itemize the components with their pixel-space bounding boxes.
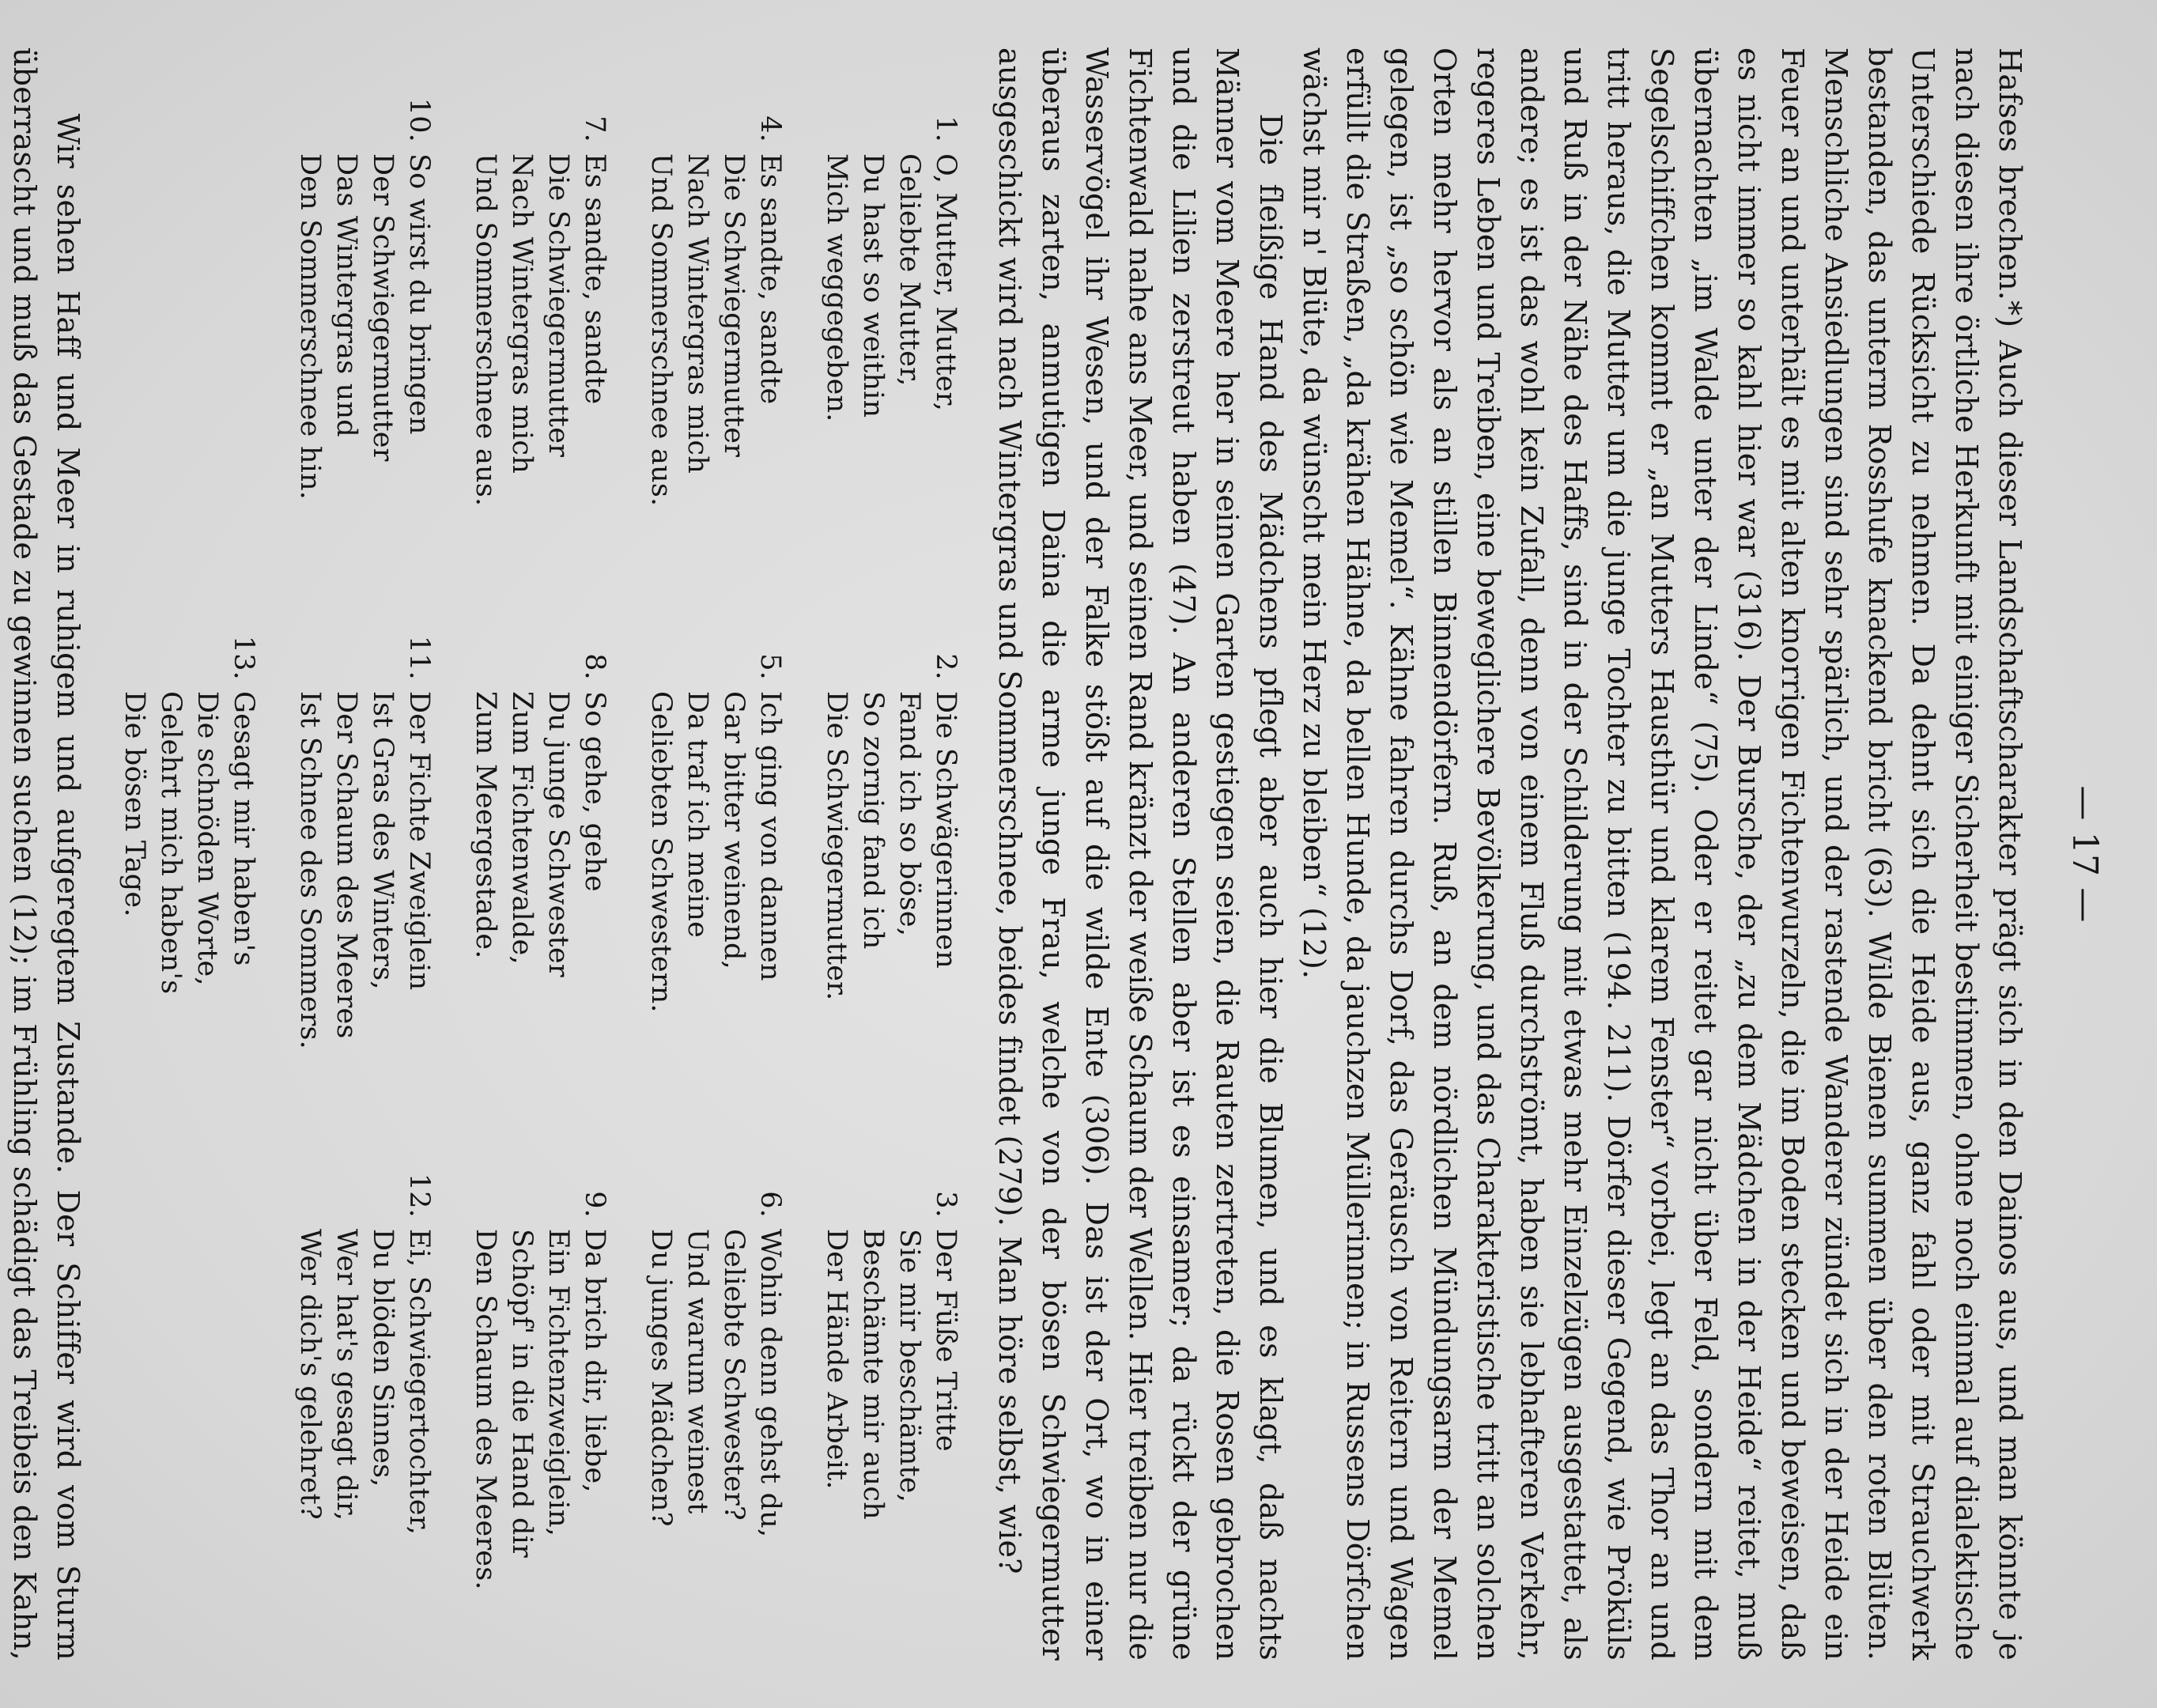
verse-line: Da brich dir, liebe,: [579, 1229, 610, 1493]
body-paragraph-2: Die fleißige Hand des Mädchens pflegt aber auch hier die Blumen, und es klagt, daß nachts Männer vom Meere her in seinen Garten gestiegen seien, die Rauten zertreten, die Rosen gebrochen und die Lilien zerstreut haben (47). An anderen Stellen aber ist es einsamer; da rückt der grüne Fichtenwald nahe ans Meer, und seinen Rand kränzt der weiße Schaum der Wellen. Hier treiben nur die Wasservögel ihr Wesen, und der Falke stößt auf die wilde Ente (306). Das ist der Ort, wo in einer überaus zarten, anmutigen Daina die arme junge Frau, welche von der bösen Schwiegermutter ausgeschickt wird nach Wintergras und Sommerschnee, beides findet (279). Man höre selbst, wie?: [992, 47, 1288, 1661]
stanza-number: 10.: [403, 97, 435, 142]
stanza-number: 4.: [754, 115, 786, 142]
verse-line: Zum Fichtenwalde,: [506, 691, 538, 965]
verse-line: Ei, Schwiegertochter,: [403, 1229, 435, 1536]
stanza-number: 2.: [930, 653, 961, 680]
stanza: [467, 1170, 613, 1661]
stanza-number: 6.: [754, 1191, 786, 1218]
stanza-number: 11.: [403, 635, 435, 680]
verse-line: Gelehrt mich haben's: [155, 691, 187, 995]
verse-line: Die Schwiegermutter: [718, 153, 750, 458]
stanza-number: 9.: [579, 1191, 610, 1218]
verse-line: Wer dich's gelehret?: [294, 1229, 326, 1520]
verse-line: Geliebte Mutter,: [893, 153, 925, 387]
verse-line: Nach Wintergras mich: [506, 153, 538, 474]
verse-line: Geliebte Schwester?: [718, 1229, 750, 1521]
stanza-number: 12.: [403, 1173, 435, 1218]
verse-line: So wirst du bringen: [403, 153, 435, 435]
page-number: — 17 —: [2064, 785, 2105, 923]
rotated-page: [7, 47, 2114, 1661]
verse-line: Fand ich so böse,: [893, 691, 925, 937]
verse-line: Wer hat's gesagt dir,: [331, 1229, 362, 1521]
verse-line: Zum Meergestade.: [470, 691, 501, 959]
verse-line: Du blöden Sinnes,: [367, 1229, 399, 1487]
verse-line: Und Sommerschnee aus.: [645, 153, 677, 507]
verse-line: Ist Gras des Winters,: [367, 691, 399, 990]
stanza: [292, 95, 437, 585]
verse-line: Wohin denn gehst du,: [754, 1229, 786, 1538]
verse-line: Da traf ich meine: [682, 691, 713, 939]
stanza-number: 7.: [579, 115, 610, 142]
stanza: [818, 95, 964, 585]
verse-line: Du hast so weithin: [857, 153, 889, 418]
verse-line: Nach Wintergras mich: [682, 153, 713, 474]
verse-line: Beschämte mir auch: [857, 1229, 889, 1520]
stanza-number: 3.: [930, 1191, 961, 1218]
stanza: [643, 95, 788, 585]
stanza-number: 1.: [930, 115, 961, 142]
verse-line: Die bösen Tage.: [119, 691, 150, 917]
poem-stanzas: [116, 95, 964, 1661]
verse-line: Schöpf' in die Hand dir: [506, 1229, 538, 1558]
verse-line: Ein Fichtenzweiglein,: [542, 1229, 574, 1537]
verse-line: So gehe, gehe: [579, 691, 610, 892]
verse-line: Der Fichte Zweiglein: [403, 691, 435, 991]
verse-line: Geliebten Schwestern.: [645, 691, 677, 1013]
verse-line: Die Schwägerinnen: [930, 691, 961, 969]
stanza: [643, 633, 788, 1123]
stanza: [818, 1170, 964, 1661]
verse-line: Die schnöden Worte,: [191, 691, 223, 986]
stanza: [116, 633, 262, 1123]
verse-line: Gesagt mir haben's: [228, 691, 259, 966]
verse-line: Mich weggegeben.: [821, 153, 852, 422]
verse-line: Ist Schnee des Sommers.: [294, 691, 326, 1049]
verse-line: Und Sommerschnee aus.: [470, 153, 501, 507]
verse-line: Du junge Schwester: [542, 691, 574, 977]
stanza: [818, 633, 964, 1123]
verse-line: O, Mutter, Mutter,: [930, 153, 961, 412]
stanza: [292, 633, 437, 1123]
stanza: [467, 633, 613, 1123]
stanza-number: 13.: [228, 635, 259, 680]
closing-paragraph: Wir sehen Haff und Meer in ruhigem und aufgeregtem Zustande. Der Schiffer wird vom Sturm überrascht und muß das Gestade zu gewinnen suchen (12); im Frühling schädigt das Treibeis den Kahn,: [7, 47, 85, 1661]
verse-line: Der Hände Arbeit.: [821, 1229, 852, 1490]
verse-line: Sie mir beschämte,: [893, 1229, 925, 1503]
stanza-number: 8.: [579, 653, 610, 680]
verse-line: Das Wintergras und: [331, 153, 362, 437]
verse-line: Die Schwiegermutter.: [821, 691, 852, 1001]
verse-line: Der Füße Tritte: [930, 1229, 961, 1452]
verse-line: Ich ging von dannen: [754, 691, 786, 981]
verse-line: Du junges Mädchen?: [645, 1229, 677, 1527]
verse-line: Und warum weinest: [682, 1229, 713, 1514]
verse-line: Der Schwiegermutter: [367, 153, 399, 462]
stanza: [643, 1170, 788, 1661]
verse-line: Es sandte, sandte: [579, 153, 610, 405]
stanza: [467, 95, 613, 585]
stanza: [292, 1170, 437, 1661]
verse-line: Es sandte, sandte: [754, 153, 786, 405]
body-paragraph-1: Hafses brechen.*) Auch dieser Landschaftscharakter prägt sich in den Dainos aus, und man könnte je nach diesen ihre örtliche Herkunft mit einiger Sicherheit bestimmen, ohne noch einmal auf dialektische Unterschiede Rücksicht zu nehmen. Da dehnt sich die Heide aus, ganz fahl oder mit Strauchwerk bestanden, das unterm Rosshufe knackend bricht (63). Wilde Bienen summen über den roten Blüten. Menschliche Ansiedlungen sind sehr spärlich, und der rastende Wanderer zündet sich in der Heide ein Feuer an und unterhält es mit alten knorrigen Fichtenwurzeln, die im Boden stecken und beweisen, daß es nicht immer so kahl hier war (316). Der Bursche, der „zu dem Mädchen in der Heide“ reitet, muß übernachten „im Walde unter der Linde“ (75). Oder er reitet gar nicht über Feld, sondern mit dem Segelschiffchen kommt er „an Mutters Hausthür und klarem Fenster“ vorbei, legt an das Thor an und tritt heraus, die Mutter um die junge Tochter zu bitten (194. 211). Dörfer dieser Gegend, wie Pröküls und Ruß in der Nähe des Haffs, sind in der Schilderung mit etwas mehr Einzelzügen ausgestattet, als andere; es ist das wohl kein Zufall, denn von einem Fluß durchströmt, haben sie lebhafteren Verkehr, regeres Leben und Treiben, eine beweglichere Bevölkerung, und das Charakteristische tritt an solchen Orten mehr hervor als an stillen Binnendörfern. Ruß, an dem nördlichen Mündungsarm der Memel gelegen, ist „so schön wie Memel“. Kähne fahren durchs Dorf, das Geräusch von Reitern und Wagen erfüllt die Straßen, „da krähen Hähne, da bellen Hunde, da jauchzen Müllerinnen; in Russens Dörfchen wächst mir n' Blüte, da wünscht mein Herz zu bleiben“ (12).: [1297, 47, 2027, 1661]
verse-line: Die Schwiegermutter: [542, 153, 574, 458]
stanza-number: 5.: [754, 653, 786, 680]
verse-line: Den Sommerschnee hin.: [294, 153, 326, 501]
verse-line: Der Schaum des Meeres: [331, 691, 362, 1039]
verse-line: So zornig fand ich: [857, 691, 889, 950]
verse-line: Gar bitter weinend,: [718, 691, 750, 969]
verse-line: Den Schaum des Meeres.: [470, 1229, 501, 1590]
